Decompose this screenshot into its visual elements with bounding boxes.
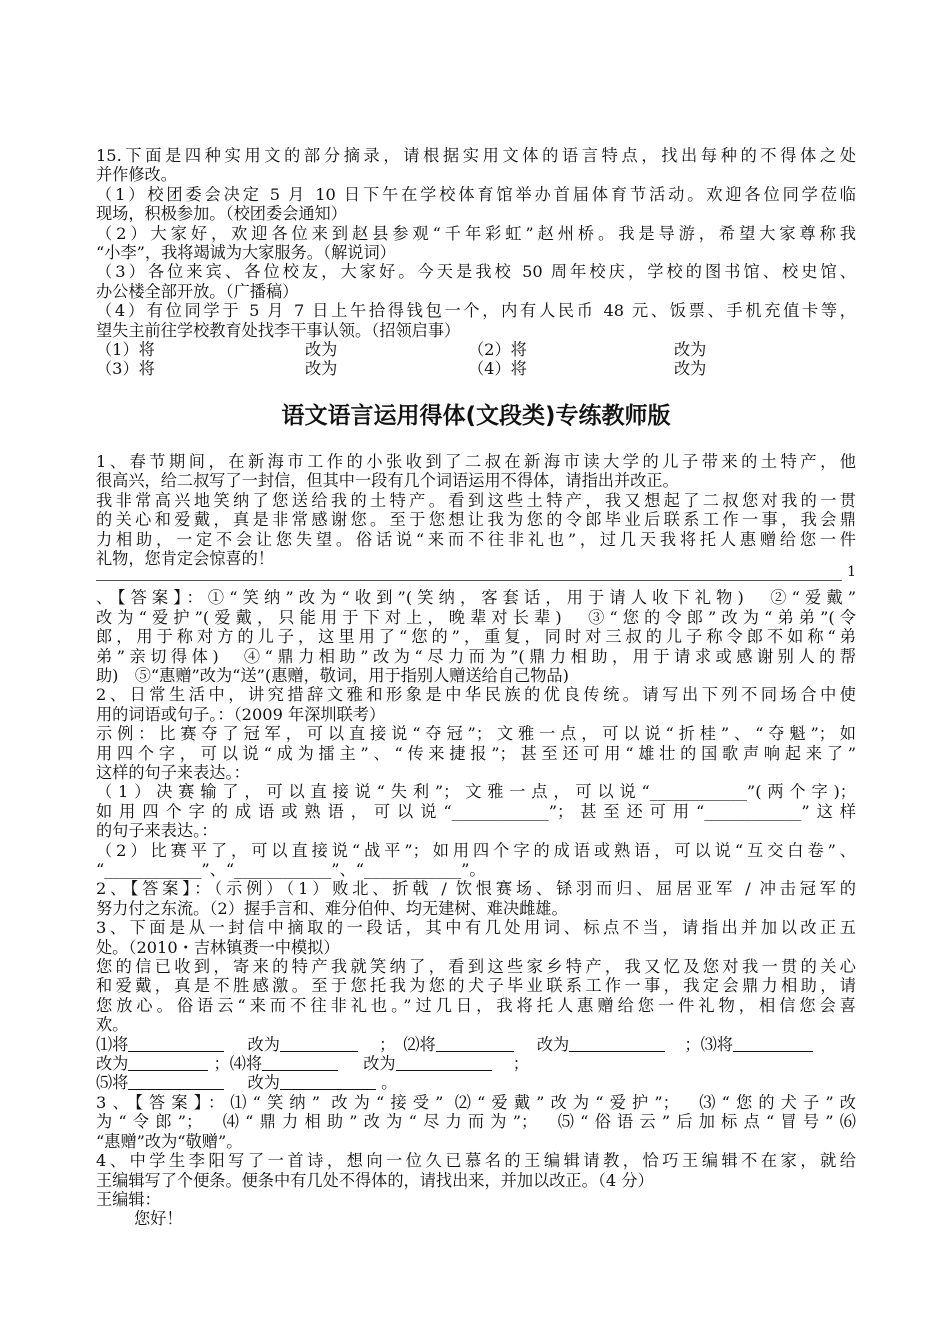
- q1-answer-line: 弟”亲切得体) ④“鼎力相助”改为“尽力而为”(鼎力相助，用于请求或感谢别人的帮: [96, 646, 856, 666]
- q15-line: （3）各位来宾、各位校友，大家好。今天是我校 50 周年校庆，学校的图书馆、校史馆、: [96, 262, 856, 282]
- question-2: [96, 685, 856, 918]
- fill-label: 改为: [674, 340, 707, 360]
- q2-line: 这样的句子来表达。：: [96, 762, 250, 782]
- q2-line: 用的词语或句子。：（2009 年深圳联考）: [96, 704, 386, 724]
- fill-label: ； ⑵将: [379, 1034, 436, 1054]
- q4-line: 4、中学生李阳写了一首诗，想向一位久已慕名的王编辑请教，恰巧王编辑不在家，就给: [96, 1151, 856, 1171]
- fill-label: ；⑶将: [684, 1034, 733, 1054]
- q3-line: 您的信已收到，寄来的特产我就笑纳了，看到这些家乡特产，我又忆及您对我一贯的关心: [96, 957, 856, 977]
- q2-line: 2、日常生活中，讲究措辞文雅和形象是中华民族的优良传统。请写出下列不同场合中使: [96, 685, 856, 705]
- q2-line: （2）比赛平了，可以直接说“战平”；如用四个字的成语或熟语，可以说“互交白卷”、: [96, 840, 856, 860]
- q15-line: （4）有位同学于 5 月 7 日上午拾得钱包一个，内有人民币 48 元、饭票、手机充值卡等，: [96, 301, 856, 321]
- fill-label: （2）将: [468, 340, 527, 360]
- page-break: [96, 564, 856, 588]
- q15-fill-row: [96, 359, 856, 378]
- blank-line: [128, 1055, 208, 1071]
- blank-line: [280, 1036, 358, 1052]
- question-1: [96, 452, 856, 685]
- q1-line: 力相助，一定不会让您失望。俗话说“来而不往非礼也”，过几天我将托人惠赠给您一件: [96, 529, 856, 549]
- q3-answer-line: “惠赠”改为“敬赠”。: [96, 1131, 243, 1151]
- q15-line: （2）大家好，欢迎各位来到赵县参观“千年彩虹”赵州桥。我是导游，希望大家尊称我: [96, 223, 856, 243]
- fill-label: （4）将: [468, 359, 527, 379]
- question-15: [96, 146, 856, 379]
- fill-label: 改为: [247, 1034, 280, 1054]
- blank-line: [262, 1055, 338, 1071]
- blank-line: [128, 1074, 224, 1090]
- q2-line: 示例：比赛夺了冠军，可以直接说“夺冠”；文雅一点，可以说“折桂”、“夺魁”；如: [96, 724, 856, 744]
- fill-label: 改为: [674, 359, 707, 379]
- fill-label: 改为: [363, 1054, 396, 1074]
- question-3: [96, 918, 856, 1151]
- q1-answer-line: 助) ⑤“惠赠”改为“送”(惠赠，敬词，用于指别人赠送给自己物品): [96, 665, 569, 685]
- fill-label: ⑴将: [96, 1034, 129, 1054]
- letter-greeting: 您好！: [134, 1209, 183, 1229]
- q3-fill-row: [96, 1035, 856, 1054]
- q1-line: 很高兴，给二叔写了一封信，但其中一段有几个词语运用不得体，请指出并改正。: [96, 471, 679, 491]
- q4-line: 王编辑写了个便条。便条中有几处不得体的，请找出来，并加以改正。（4 分）: [96, 1170, 654, 1190]
- q15-line: （1）校团委会决定 5 月 10 日下午在学校体育馆举办首届体育节活动。欢迎各位同学莅临: [96, 184, 856, 204]
- q3-answer-line: 3、【答案】：⑴“笑纳” 改为“接受” ⑵“爱戴”改为“爱护”； ⑶“您的犬子”改: [96, 1092, 856, 1112]
- q15-line: 15.下面是四种实用文的部分摘录，请根据实用文体的语言特点，找出每种的不得体之处: [96, 146, 856, 165]
- fill-label: 改为: [305, 340, 338, 360]
- blank-line: [128, 1036, 224, 1052]
- q1-line: 1、春节期间，在新海市工作的小张收到了二叔在新海市读大学的儿子带来的土特产，他: [96, 451, 856, 471]
- divider: [96, 580, 842, 581]
- blank-line: [396, 1055, 492, 1071]
- blank-line: [569, 1036, 665, 1052]
- q15-line: “小李”，我将竭诚为大家服务。（解说词）: [96, 243, 396, 263]
- q2-line: 的句子来表达。：: [96, 821, 218, 841]
- document-title: 语文语言运用得体(文段类)专练教师版: [281, 402, 671, 429]
- q3-answer-line: 为“令郎”； ⑷“鼎力相助”改为“尽力而为”； ⑸“俗语云”后加标点“冒号”⑹: [96, 1112, 856, 1132]
- fill-label: ；: [512, 1054, 529, 1074]
- question-4: [96, 1151, 856, 1229]
- q1-line: 礼物，您肯定会惊喜的！: [96, 548, 275, 568]
- page-number: 1: [847, 564, 856, 581]
- fill-label: ；⑷将: [213, 1054, 263, 1074]
- fill-label: 改为: [305, 359, 338, 379]
- fill-label: ⑸将: [96, 1073, 129, 1093]
- q1-answer-line: 、【答案】：①“笑纳”改为“收到”(笑纳，客套话，用于请人收下礼物) ②“爱戴”: [96, 588, 856, 608]
- document-page: [96, 146, 856, 1229]
- fill-label: 。: [381, 1073, 398, 1093]
- q2-line: 如用四个字的成语或熟语，可以说“____________”；甚至还可用“____________”这样: [96, 801, 856, 821]
- q1-answer-line: 郎，用于称对方的儿子，这里用了“您的”，重复，同时对三叔的儿子称令郎不如称“弟: [96, 627, 856, 647]
- q1-line: 我非常高兴地笑纳了您送给我的土特产。看到这些土特产，我又想起了二叔您对我的一贯: [96, 490, 856, 510]
- q3-line: 欢。: [96, 1015, 129, 1035]
- q3-line: 和爱戴，真是不胜感激。至于您托我为您的犬子毕业联系工作一事，我定会鼎力相助，请: [96, 976, 856, 996]
- blank-line: [436, 1036, 514, 1052]
- q4-line: 王编辑：: [96, 1189, 161, 1209]
- q1-answer-line: 改为“爱护”(爱戴，只能用于下对上，晚辈对长辈) ③“您的令郎”改为“弟弟”(令: [96, 607, 856, 627]
- q2-answer-line: 努力付之东流。（2）握手言和、难分伯仲、均无建树、难决雌雄。: [96, 898, 568, 918]
- q15-fill-row: [96, 340, 856, 359]
- fill-label: 改为: [247, 1073, 280, 1093]
- fill-label: （3）将: [96, 359, 155, 379]
- fill-label: 改为: [96, 1054, 129, 1074]
- fill-label: （1）将: [96, 340, 155, 360]
- q3-fill-row: [96, 1073, 856, 1092]
- q3-fill-row: [96, 1054, 856, 1073]
- q1-line: 的关心和爱戴，真是非常感谢您。至于您想让我为您的令郎毕业后联系工作一事，我会鼎: [96, 510, 856, 530]
- q2-line: “____________”、“____________”、“____________”。: [96, 860, 486, 879]
- q2-line: 用四个字，可以说“成为擂主”、“传来捷报”；甚至还可用“雄壮的国歌声响起来了”: [96, 743, 856, 763]
- q3-line: 处。（2010・吉林镇赉一中模拟）: [96, 937, 340, 957]
- fill-label: 改为: [536, 1034, 570, 1054]
- q15-line: 并作修改。: [96, 165, 177, 185]
- q3-line: 3、下面是从一封信中摘取的一段话，其中有几处用词、标点不当，请指出并加以改正五: [96, 918, 856, 938]
- q15-line: 望失主前往学校教育处找李干事认领。（招领启事）: [96, 320, 461, 340]
- q15-line: 办公楼全部开放。（广播稿）: [96, 281, 299, 301]
- q3-line: 您放心。俗语云“来而不往非礼也。”过几日，我将托人惠赠给您一件礼物，相信您会喜: [96, 995, 856, 1015]
- blank-line: [733, 1036, 813, 1052]
- blank-line: [280, 1074, 376, 1090]
- q15-line: 现场，积极参加。（校团委会通知）: [96, 204, 347, 224]
- q2-line: （1）决赛输了，可以直接说“失利”；文雅一点，可以说“____________”(两个字)；: [96, 782, 856, 802]
- q2-answer-line: 2、【答案】：（示例）（1）败北、折戟 / 饮恨赛场、铩羽而归、屈居亚军 / 冲击冠军的: [96, 879, 856, 899]
